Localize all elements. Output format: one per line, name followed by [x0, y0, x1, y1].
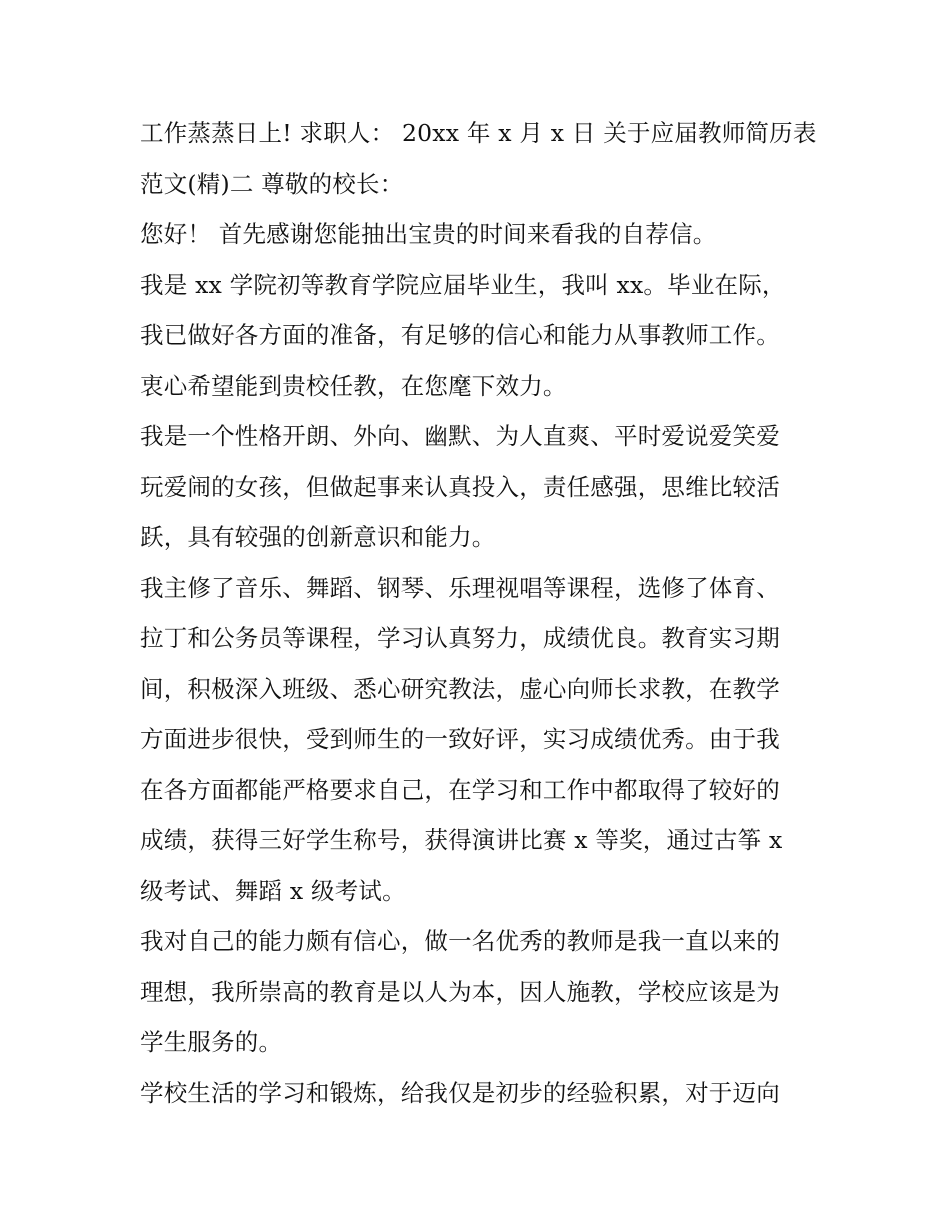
text-line: 范文(精)二 尊敬的校长： — [140, 169, 404, 198]
text-line: 级考试、舞蹈 x 级考试。 — [140, 876, 406, 905]
text-line: 我是 xx 学院初等教育学院应届毕业生，我叫 xx。毕业在际， — [140, 270, 786, 299]
text-line: 间，积极深入班级、悉心研究教法，虚心向师长求教，在教学 — [140, 674, 780, 703]
text-line: 我主修了音乐、舞蹈、钢琴、乐理视唱等课程，选修了体育、 — [140, 573, 780, 602]
text-line: 在各方面都能严格要求自己，在学习和工作中都取得了较好的 — [140, 775, 780, 804]
text-line: 我对自己的能力颇有信心，做一名优秀的教师是我一直以来的 — [140, 927, 780, 955]
text-line: 方面进步很快，受到师生的一致好评，实习成绩优秀。由于我 — [140, 725, 780, 753]
text-line: 衷心希望能到贵校任教，在您麾下效力。 — [140, 371, 567, 400]
text-line: 跃，具有较强的创新意识和能力。 — [140, 523, 496, 551]
document-body — [140, 108, 820, 1118]
text-line: 成绩，获得三好学生称号，获得演讲比赛 x 等奖，通过古筝 x — [140, 826, 783, 854]
text-line: 拉丁和公务员等课程，学习认真努力，成绩优良。教育实习期 — [140, 624, 780, 652]
text-line: 我已做好各方面的准备，有足够的信心和能力从事教师工作。 — [140, 321, 780, 349]
text-line: 我是一个性格开朗、外向、幽默、为人直爽、平时爱说爱笑爱 — [140, 422, 780, 450]
text-line: 理想，我所崇高的教育是以人为本，因人施教，学校应该是为 — [140, 977, 780, 1006]
text-line: 玩爱闹的女孩，但做起事来认真投入，责任感强，思维比较活 — [140, 472, 780, 501]
text-line: 学校生活的学习和锻炼，给我仅是初步的经验积累，对于迈向 — [140, 1078, 780, 1107]
text-line: 您好！ 首先感谢您能抽出宝贵的时间来看我的自荐信。 — [140, 220, 717, 248]
text-line: 工作蒸蒸日上! 求职人： 20xx 年 x 月 x 日 关于应届教师简历表 — [140, 119, 817, 147]
text-line: 学生服务的。 — [140, 1028, 283, 1056]
